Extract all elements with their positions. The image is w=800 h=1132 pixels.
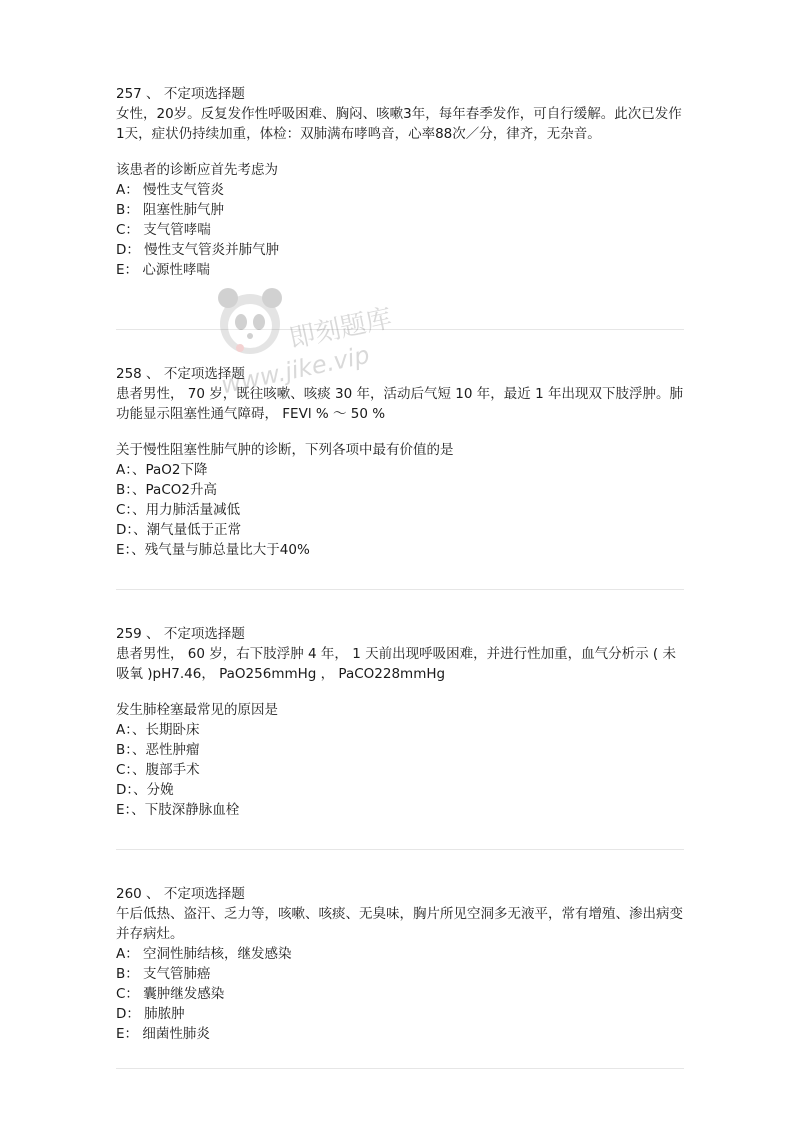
divider bbox=[116, 1068, 684, 1069]
divider bbox=[116, 589, 684, 590]
option-d[interactable]: D： 慢性支气管炎并肺气肿 bbox=[116, 242, 280, 258]
question-stem: 患者男性， 60 岁，右下肢浮肿 4 年， 1 天前出现呼吸困难，并进行性加重，血气分析示 ( 未吸氧 )pH7.46， PaO256mmHg ， PaCO228mmHg bbox=[116, 646, 676, 682]
option-c[interactable]: C： 囊肿继发感染 bbox=[116, 986, 225, 1002]
option-a[interactable]: A： 空洞性肺结核，继发感染 bbox=[116, 946, 292, 962]
question-stem: 女性，20岁。反复发作性呼吸困难、胸闷、咳嗽3年，每年春季发作，可自行缓解。此次已发作1天，症状仍持续加重，体检：双肺满布哮鸣音，心率88次／分，律齐，无杂音。 bbox=[116, 106, 682, 142]
option-a[interactable]: A： 慢性支气管炎 bbox=[116, 182, 225, 198]
option-e[interactable]: E：、残气量与肺总量比大于40% bbox=[116, 542, 310, 558]
question-header: 257 、 不定项选择题 bbox=[116, 86, 245, 102]
option-c[interactable]: C：、用力肺活量减低 bbox=[116, 502, 241, 518]
question-stem: 午后低热、盗汗、乏力等，咳嗽、咳痰、无臭味，胸片所见空洞多无液平，常有增殖、渗出病变并存病灶。 bbox=[116, 906, 683, 942]
watermark-brand: 即刻题库 bbox=[286, 303, 395, 355]
question-258 bbox=[116, 364, 684, 560]
option-a[interactable]: A：、长期卧床 bbox=[116, 722, 200, 738]
option-a[interactable]: A：、PaO2下降 bbox=[116, 462, 208, 478]
question-header: 258 、 不定项选择题 bbox=[116, 366, 245, 382]
option-d[interactable]: D：、潮气量低于正常 bbox=[116, 522, 242, 538]
option-d[interactable]: D： 肺脓肿 bbox=[116, 1006, 185, 1022]
question-prompt: 发生肺栓塞最常见的原因是 bbox=[116, 702, 278, 718]
question-259 bbox=[116, 624, 684, 820]
divider bbox=[116, 329, 684, 330]
question-260 bbox=[116, 884, 684, 1044]
option-c[interactable]: C： 支气管哮喘 bbox=[116, 222, 211, 238]
option-e[interactable]: E：、下肢深静脉血栓 bbox=[116, 802, 240, 818]
option-b[interactable]: B： 阻塞性肺气肿 bbox=[116, 202, 225, 218]
question-prompt: 关于慢性阻塞性肺气肿的诊断，下列各项中最有价值的是 bbox=[116, 442, 454, 458]
option-b[interactable]: B：、PaCO2升高 bbox=[116, 482, 217, 498]
question-stem: 患者男性， 70 岁，既往咳嗽、咳痰 30 年，活动后气短 10 年，最近 1 年出现双下肢浮肿。肺功能显示阻塞性通气障碍， FEVl % ～ 50 % bbox=[116, 386, 683, 422]
question-257 bbox=[116, 84, 684, 280]
question-header: 260 、 不定项选择题 bbox=[116, 886, 245, 902]
option-b[interactable]: B： 支气管肺癌 bbox=[116, 966, 211, 982]
watermark-url: www.jike.vip bbox=[218, 340, 372, 400]
option-b[interactable]: B：、恶性肿瘤 bbox=[116, 742, 200, 758]
divider bbox=[116, 849, 684, 850]
option-c[interactable]: C：、腹部手术 bbox=[116, 762, 200, 778]
panda-logo-icon bbox=[210, 282, 290, 362]
option-d[interactable]: D：、分娩 bbox=[116, 782, 174, 798]
question-header: 259 、 不定项选择题 bbox=[116, 626, 245, 642]
question-prompt: 该患者的诊断应首先考虑为 bbox=[116, 162, 278, 178]
option-e[interactable]: E： 心源性哮喘 bbox=[116, 262, 210, 278]
option-e[interactable]: E： 细菌性肺炎 bbox=[116, 1026, 210, 1042]
